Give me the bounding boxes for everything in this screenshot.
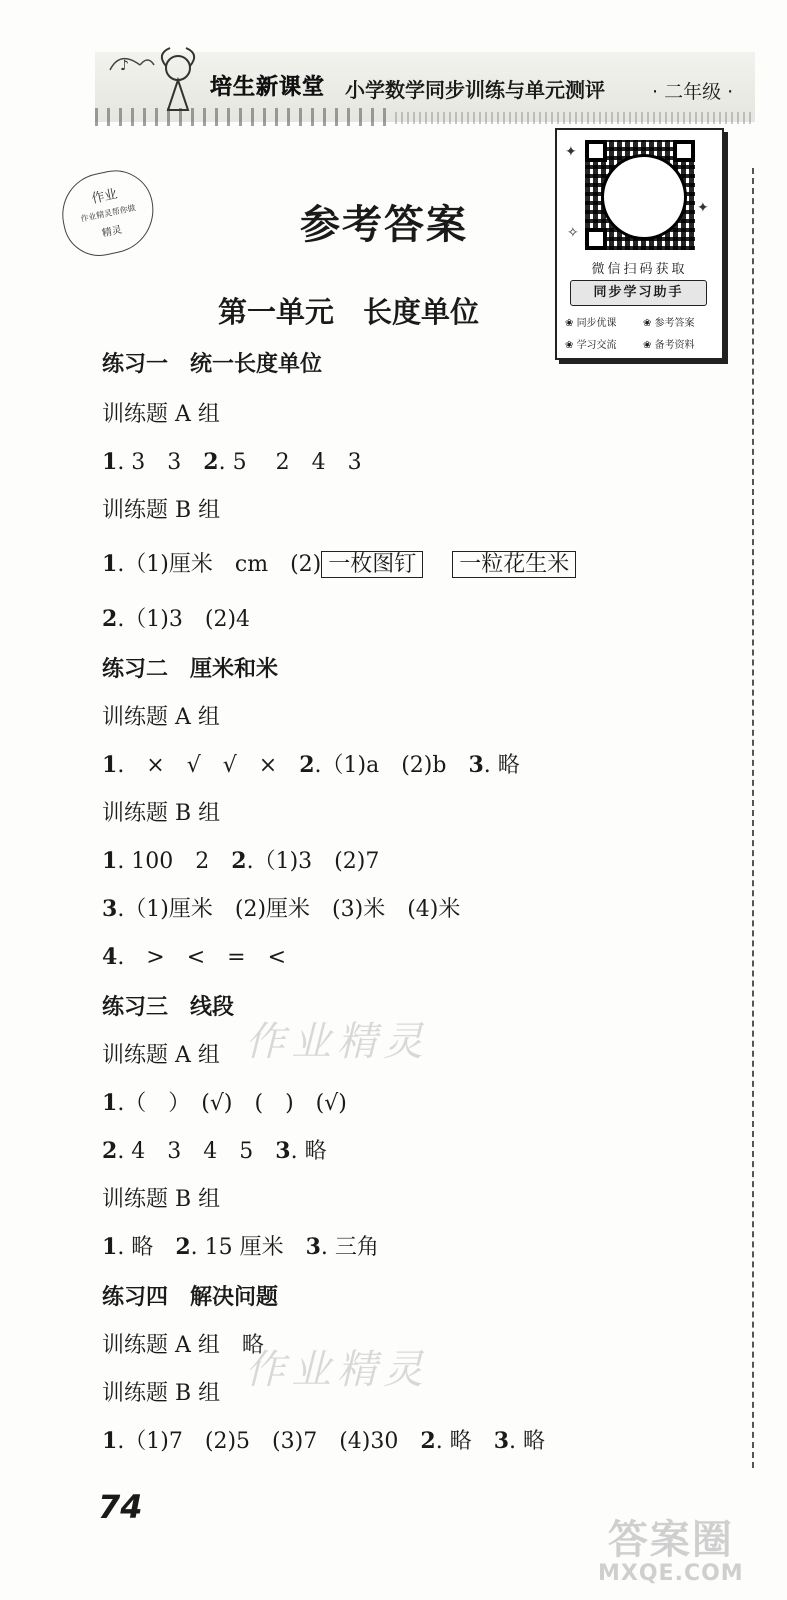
page-header (0, 0, 787, 135)
stamp-line-3: 精灵 (101, 224, 123, 240)
brand-logo: 培生新课堂 (210, 75, 326, 100)
stamp-line-1: 作业 (90, 186, 119, 207)
answer-line: 1.（1)厘米 cm (2) 一枚图钉 一粒花生米 (102, 547, 576, 578)
stamp-line-2: 作业精灵帮你做 (79, 203, 137, 224)
boxed-answer: 一枚图钉 (321, 551, 423, 578)
qr-finder-icon (585, 140, 607, 162)
group-label: 训练题 B 组 (102, 1381, 221, 1406)
section-title: 练习四 解决问题 (102, 1285, 279, 1310)
group-label: 训练题 B 组 (102, 801, 221, 826)
sparkle-icon: ✧ (567, 225, 579, 241)
group-label: 训练题 B 组 (102, 1187, 221, 1212)
section-title: 练习三 线段 (102, 995, 235, 1020)
header-dotted-decoration (395, 112, 755, 124)
qr-finder-icon (585, 228, 607, 250)
group-label: 训练题 A 组 略 (102, 1333, 264, 1358)
page-title: 参考答案 (300, 202, 468, 248)
answer-line: 1. 100 2 2.（1)3 (2)7 (102, 848, 380, 874)
page-number: 74 (98, 1488, 143, 1526)
site-watermark-title: 答案圈 (607, 1517, 734, 1563)
watermark-text: 作业精灵 (245, 1347, 429, 1393)
section-title: 练习一 统一长度单位 (102, 352, 323, 377)
qr-finder-icon (673, 140, 695, 162)
qr-center-circle (601, 154, 687, 240)
girl-illustration-icon (100, 40, 210, 125)
answer-line: 1.（ ） (√) ( ) (√) (102, 1090, 347, 1116)
group-label: 训练题 A 组 (102, 402, 220, 427)
boxed-answer: 一粒花生米 (452, 551, 576, 578)
site-watermark (598, 1508, 744, 1586)
section-title: 练习二 厘米和米 (102, 657, 279, 682)
sparkle-icon: ✦ (565, 144, 577, 160)
answer-line: 1. × √ √ × 2.（1)a (2)b 3. 略 (102, 752, 520, 778)
group-label: 训练题 A 组 (102, 705, 220, 730)
answer-line: 1.（1)7 (2)5 (3)7 (4)30 2. 略 3. 略 (102, 1428, 545, 1454)
answer-line: 4. > < = < (102, 944, 287, 970)
answer-line: 1. 3 3 2. 5 2 4 3 (102, 449, 362, 475)
qr-tag: ❀ 参考答案 (643, 318, 695, 329)
book-series-title: 小学数学同步训练与单元测评 (345, 78, 605, 102)
sparkle-icon: ✦ (697, 200, 709, 216)
qr-helper-label: 同步学习助手 (570, 280, 707, 306)
answer-line: 1. 略 2. 15 厘米 3. 三角 (102, 1234, 379, 1260)
qr-tag: ❀ 学习交流 (565, 340, 617, 351)
qr-tag: ❀ 备考资料 (643, 340, 695, 351)
group-label: 训练题 A 组 (102, 1043, 220, 1068)
answer-line: 3.（1)厘米 (2)厘米 (3)米 (4)米 (102, 896, 461, 922)
grade-label: · 二年级 · (652, 81, 734, 103)
qr-panel (555, 128, 724, 360)
qr-tag: ❀ 同步优课 (565, 318, 617, 329)
site-watermark-url: MXQE.COM (598, 1561, 744, 1586)
group-label: 训练题 B 组 (102, 498, 221, 523)
answer-line: 2.（1)3 (2)4 (102, 606, 251, 632)
qr-scan-text: 微信扫码获取 (591, 262, 688, 277)
unit-title: 第一单元 长度单位 (218, 295, 480, 329)
watermark-text: 作业精灵 (245, 1019, 429, 1065)
svg-text:♪: ♪ (120, 58, 129, 74)
side-dashed-line (752, 168, 754, 1468)
stamp-seal (54, 163, 161, 262)
answer-line: 2. 4 3 4 5 3. 略 (102, 1138, 327, 1164)
